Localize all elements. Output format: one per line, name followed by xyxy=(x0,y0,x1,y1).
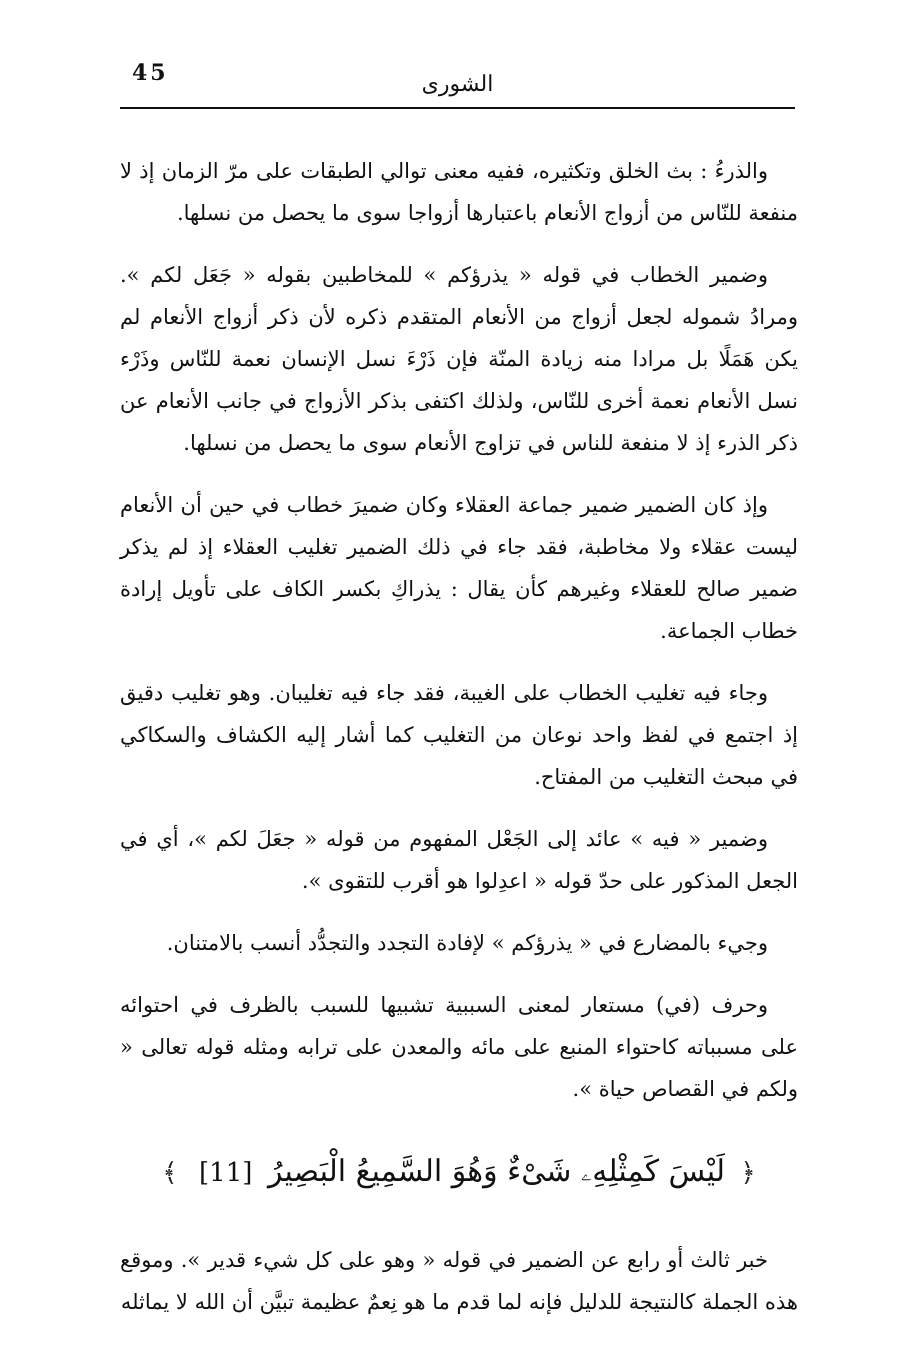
verse-text: لَيْسَ كَمِثْلِهِۦ شَىْءٌ وَهُوَ السَّمِيعُ الْبَصِيرُ xyxy=(267,1154,725,1189)
paragraph-4: وجاء فيه تغليب الخطاب على الغيبة، فقد جاء فيه تغليبان. وهو تغليب دقيق إذ اجتمع في لفظ واحد نوعان من التغليب كما أشار إليه الكشاف والسكاكي في مبحث التغليب من المفتاح. xyxy=(120,681,798,789)
paragraph-5: وضمير « فيه » عائد إلى الجَعْل المفهوم من قوله « جعَلَ لكم »، أي في الجعل المذكور على حدّ قوله « اعدِلوا هو أقرب للتقوى ». xyxy=(120,827,798,893)
quran-verse xyxy=(120,1142,798,1203)
verse-close-bracket: ﴾ xyxy=(162,1158,178,1188)
page-header xyxy=(120,58,795,110)
header-rule xyxy=(120,107,795,109)
page-body xyxy=(120,150,798,1343)
paragraph-after-verse: خبر ثالث أو رابع عن الضمير في قوله « وهو على كل شيء قدير ». وموقع هذه الجملة كالنتيجة للدليل فإنه لما قدم ما هو نِعمٌ عظيمة تبيَّن أن الله لا يماثله xyxy=(120,1248,798,1314)
paragraph-3: وإذ كان الضمير ضمير جماعة العقلاء وكان ضميرَ خطاب في حين أن الأنعام ليست عقلاء ولا مخاطبة، فقد جاء في ذلك الضمير تغليب العقلاء إذ لم يذكر ضمير صالح للعقلاء وغيرهم كأن يقال : يذراكِ بكسر الكاف على تأويل إرادة خطاب الجماعة. xyxy=(120,493,798,643)
page-number: 45 xyxy=(132,60,169,86)
paragraph-2: وضمير الخطاب في قوله « يذرؤكم » للمخاطبين بقوله « جَعَل لكم ». ومرادُ شموله لجعل أزواج من الأنعام المتقدم ذكره لأن ذكر أزواج الأنعام لم يكن هَمَلًا بل مرادا منه زيادة المنّة فإن ذَرْءَ نسل الإنسان نعمة للنّاس وذَرْء نسل الأنعام نعمة أخرى للنّاس، ولذلك اكتفى بذكر الأزواج في جانب الأنعام عن ذكر الذرء إذ لا منفعة للناس في تزاوج الأنعام سوى ما يحصل من نسلها. xyxy=(120,263,798,455)
paragraph-1: والذرءُ : بث الخلق وتكثيره، ففيه معنى توالي الطبقات على مرّ الزمان إذ لا منفعة للنّاس من أزواج الأنعام باعتبارها أزواجا سوى ما يحصل من نسلها. xyxy=(120,159,798,225)
running-title: الشورى xyxy=(421,72,494,97)
verse-number: [11] xyxy=(199,1158,253,1188)
verse-open-bracket: ﴿ xyxy=(740,1158,756,1188)
paragraph-7: وحرف (في) مستعار لمعنى السببية تشبيها للسبب بالظرف في احتوائه على مسبباته كاحتواء المنبع على مائه والمعدن على ترابه ومثله قوله تعالى « ولكم في القصاص حياة ». xyxy=(120,993,798,1101)
paragraph-6: وجيء بالمضارع في « يذرؤكم » لإفادة التجدد والتجدُّد أنسب بالامتنان. xyxy=(166,931,768,955)
